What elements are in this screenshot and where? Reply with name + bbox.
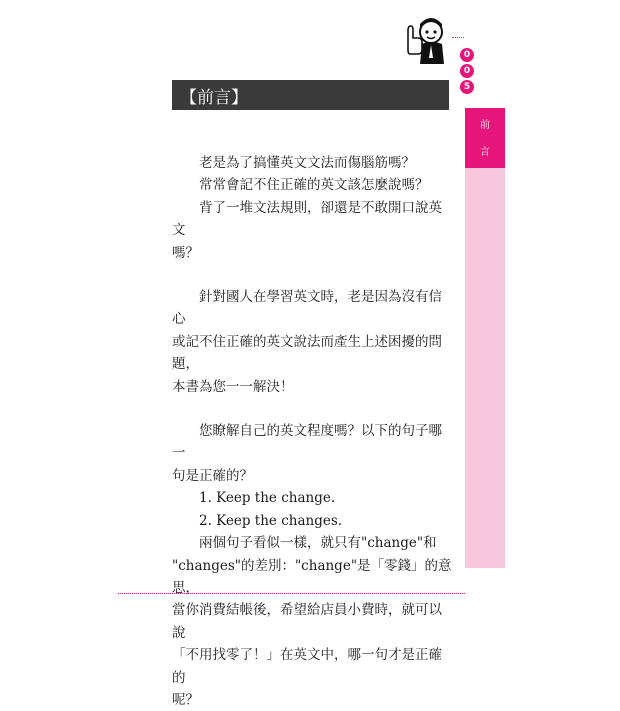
text-line: 當你消費結帳後，希望給店員小費時，就可以說 bbox=[172, 602, 442, 641]
page-marker-dotted-line bbox=[452, 37, 464, 38]
text-line: 「不用找零了！」在英文中，哪一句才是正確的 bbox=[172, 647, 442, 686]
body-text bbox=[172, 152, 452, 711]
text-line: 背了一堆文法規則，卻還是不敢開口說英文 bbox=[172, 199, 442, 239]
example-sentence: 2. Keep the changes. bbox=[199, 512, 343, 529]
text-line: 本書為您一一解決！ bbox=[172, 378, 294, 395]
text-line: 兩個句子看似一樣，就只有"change"和 bbox=[199, 535, 437, 552]
page-number-digit: 0 bbox=[460, 64, 474, 78]
page-number-digit: 0 bbox=[460, 48, 474, 62]
text-line: 呢？ bbox=[172, 691, 199, 708]
text-line: 或記不住正確的英文說法而產生上述困擾的問題， bbox=[172, 333, 442, 373]
text-line: 句是正確的？ bbox=[172, 467, 253, 484]
footer-dotted-line bbox=[118, 593, 465, 594]
mascot-thumbs-up-icon bbox=[398, 14, 452, 68]
side-tab-strip bbox=[465, 108, 505, 568]
text-line: 老是為了搞懂英文文法而傷腦筋嗎？ bbox=[199, 155, 415, 171]
page-number bbox=[460, 48, 474, 94]
side-tab-char: 前 bbox=[480, 120, 490, 131]
example-sentence: 1. Keep the change. bbox=[199, 490, 336, 507]
text-line: 您瞭解自己的英文程度嗎？以下的句子哪一 bbox=[172, 423, 442, 462]
side-tab-char: 言 bbox=[480, 147, 490, 158]
section-title: 【前言】 bbox=[172, 80, 449, 110]
text-line: 常常會記不住正確的英文該怎麼說嗎？ bbox=[199, 177, 429, 194]
text-line: "changes"的差別："change"是「零錢」的意思， bbox=[172, 557, 452, 596]
page-number-digit: 5 bbox=[460, 80, 474, 94]
text-line: 嗎？ bbox=[172, 244, 199, 261]
text-line: 針對國人在學習英文時，老是因為沒有信心 bbox=[172, 289, 442, 328]
side-tab-label bbox=[465, 108, 505, 168]
